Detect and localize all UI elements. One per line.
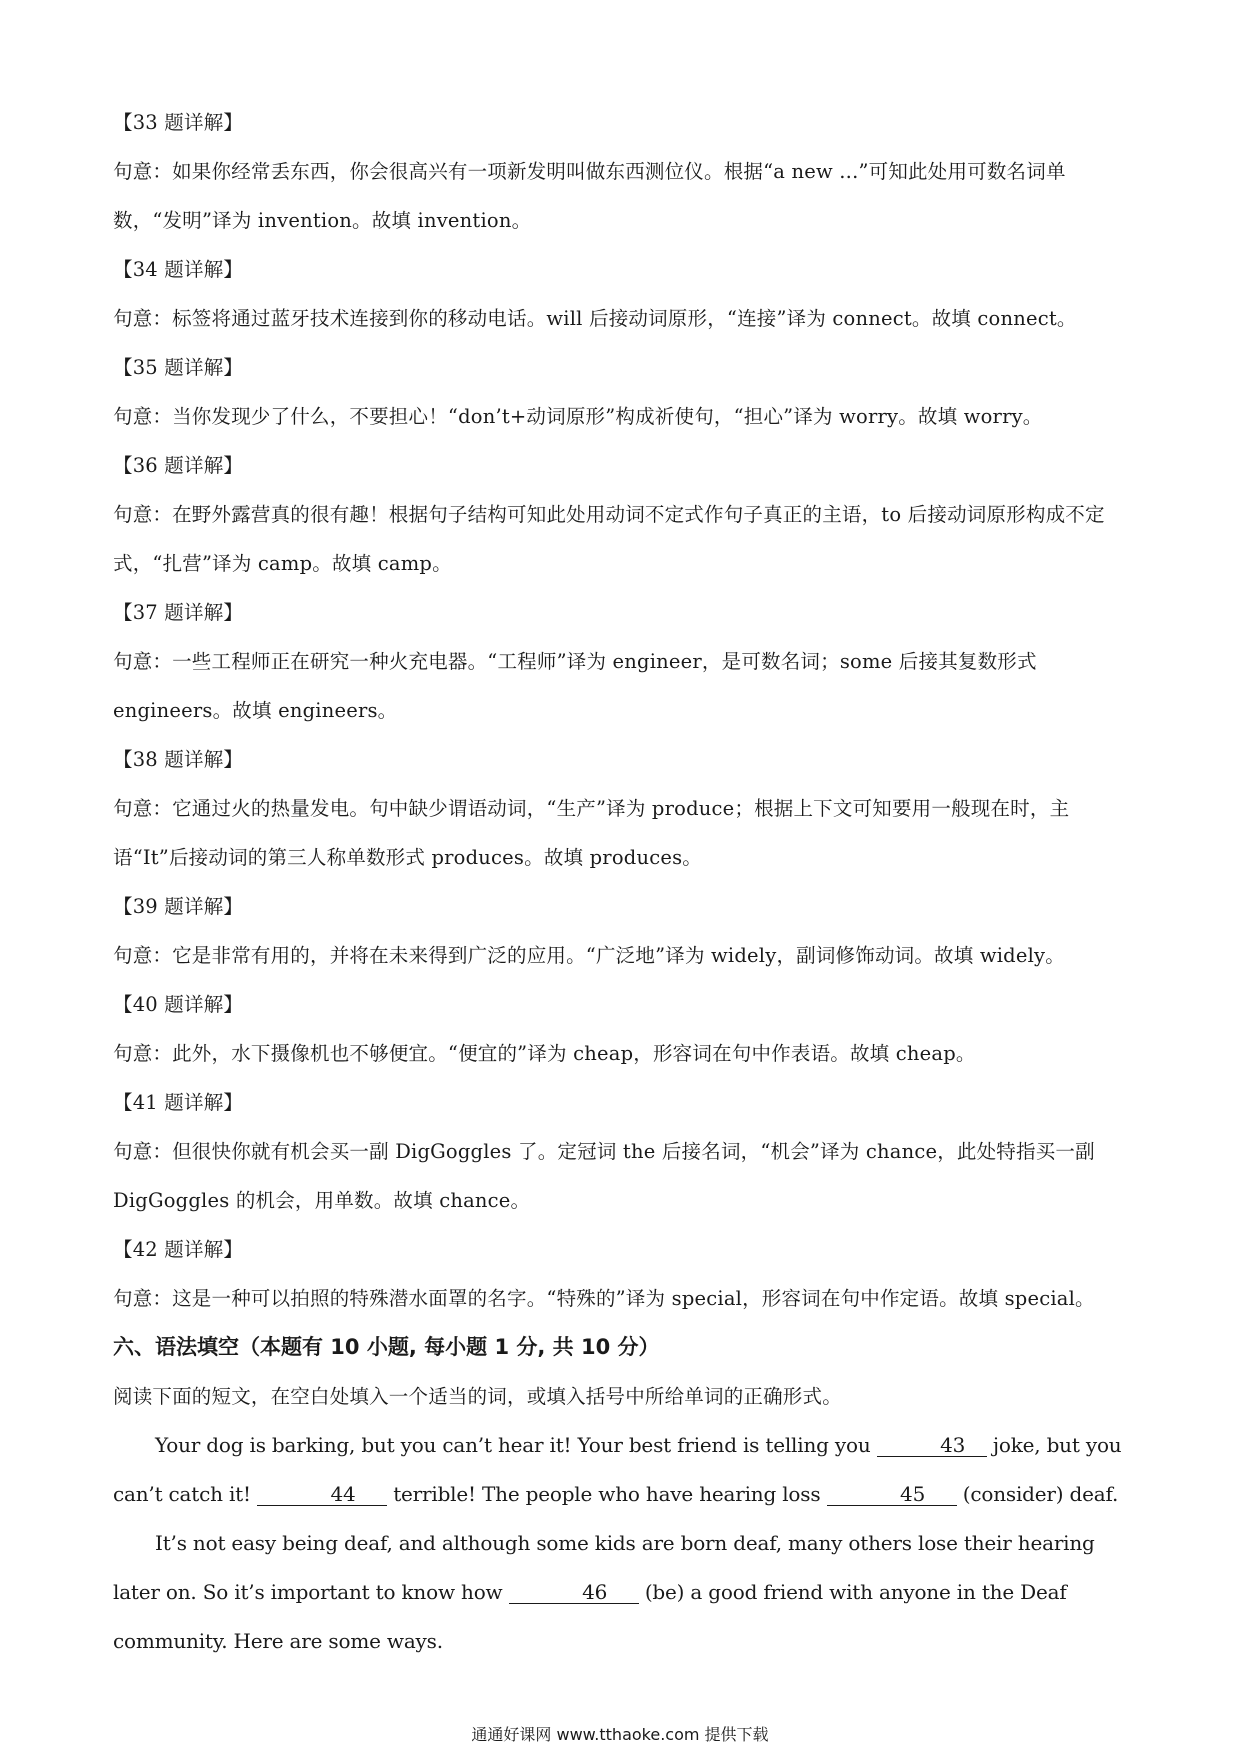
item-heading-36: 【36 题详解】 [113, 454, 244, 477]
passage-text: terrible! The people who have hearing loss [393, 1482, 821, 1506]
section-title: 六、语法填空（本题有 10 小题, 每小题 1 分, 共 10 分） [113, 1335, 660, 1359]
answer-blank-43[interactable]: 43 [877, 1434, 987, 1457]
passage-text: (be) a good friend with anyone in the Deaf community. Here are some ways. [113, 1580, 1067, 1653]
answer-blank-45[interactable]: 45 [827, 1483, 957, 1506]
item-heading-38: 【38 题详解】 [113, 748, 244, 771]
item-body-35: 句意：当你发现少了什么，不要担心！“don’t+动词原形”构成祈使句，“担心”译为 worry。故填 worry。 [113, 405, 1043, 428]
passage-paragraph-2 [113, 1519, 1131, 1666]
item-heading-34: 【34 题详解】 [113, 258, 244, 281]
answer-blank-46[interactable]: 46 [509, 1581, 639, 1604]
item-body-40: 句意：此外，水下摄像机也不够便宜。“便宜的”译为 cheap，形容词在句中作表语。故填 cheap。 [113, 1042, 976, 1065]
answer-blank-44[interactable]: 44 [257, 1483, 387, 1506]
item-body-42: 句意：这是一种可以拍照的特殊潜水面罩的名字。“特殊的”译为 special，形容词在句中作定语。故填 special。 [113, 1287, 1095, 1310]
page-footer: 通通好课网 www.tthaoke.com 提供下载 [471, 1725, 769, 1744]
page-content [113, 98, 1131, 1666]
item-heading-35: 【35 题详解】 [113, 356, 244, 379]
item-heading-37: 【37 题详解】 [113, 601, 244, 624]
passage-paragraph-1 [113, 1421, 1131, 1519]
item-heading-39: 【39 题详解】 [113, 895, 244, 918]
item-body-39: 句意：它是非常有用的，并将在未来得到广泛的应用。“广泛地”译为 widely，副词修饰动词。故填 widely。 [113, 944, 1065, 967]
item-heading-41: 【41 题详解】 [113, 1091, 244, 1114]
item-body-38: 句意：它通过火的热量发电。句中缺少谓语动词，“生产”译为 produce；根据上下文可知要用一般现在时，主语“It”后接动词的第三人称单数形式 produces。故填 produces。 [113, 797, 1070, 869]
section-instruction: 阅读下面的短文，在空白处填入一个适当的词，或填入括号中所给单词的正确形式。 [113, 1385, 842, 1408]
item-heading-40: 【40 题详解】 [113, 993, 244, 1016]
item-body-36: 句意：在野外露营真的很有趣！根据句子结构可知此处用动词不定式作句子真正的主语，to 后接动词原形构成不定式，“扎营”译为 camp。故填 camp。 [113, 503, 1105, 575]
passage-text: It’s not easy being deaf, and although some kids are born deaf, many others lose their hearing later on. So it’s important to know how [113, 1531, 1095, 1604]
passage-text: Your dog is barking, but you can’t hear it! Your best friend is telling you [155, 1433, 871, 1457]
item-heading-42: 【42 题详解】 [113, 1238, 244, 1261]
item-heading-33: 【33 题详解】 [113, 111, 244, 134]
passage-text: joke, but you can’t catch it! [113, 1433, 1122, 1506]
item-body-41: 句意：但很快你就有机会买一副 DigGoggles 了。定冠词 the 后接名词，“机会”译为 chance，此处特指买一副 DigGoggles 的机会，用单数。故填 chance。 [113, 1140, 1095, 1212]
item-body-33: 句意：如果你经常丢东西，你会很高兴有一项新发明叫做东西测位仪。根据“a new ...”可知此处用可数名词单数，“发明”译为 invention。故填 invention。 [113, 160, 1066, 232]
passage-text: (consider) deaf. [962, 1482, 1119, 1506]
item-body-34: 句意：标签将通过蓝牙技术连接到你的移动电话。will 后接动词原形，“连接”译为 connect。故填 connect。 [113, 307, 1077, 330]
item-body-37: 句意：一些工程师正在研究一种火充电器。“工程师”译为 engineer，是可数名词；some 后接其复数形式 engineers。故填 engineers。 [113, 650, 1037, 722]
